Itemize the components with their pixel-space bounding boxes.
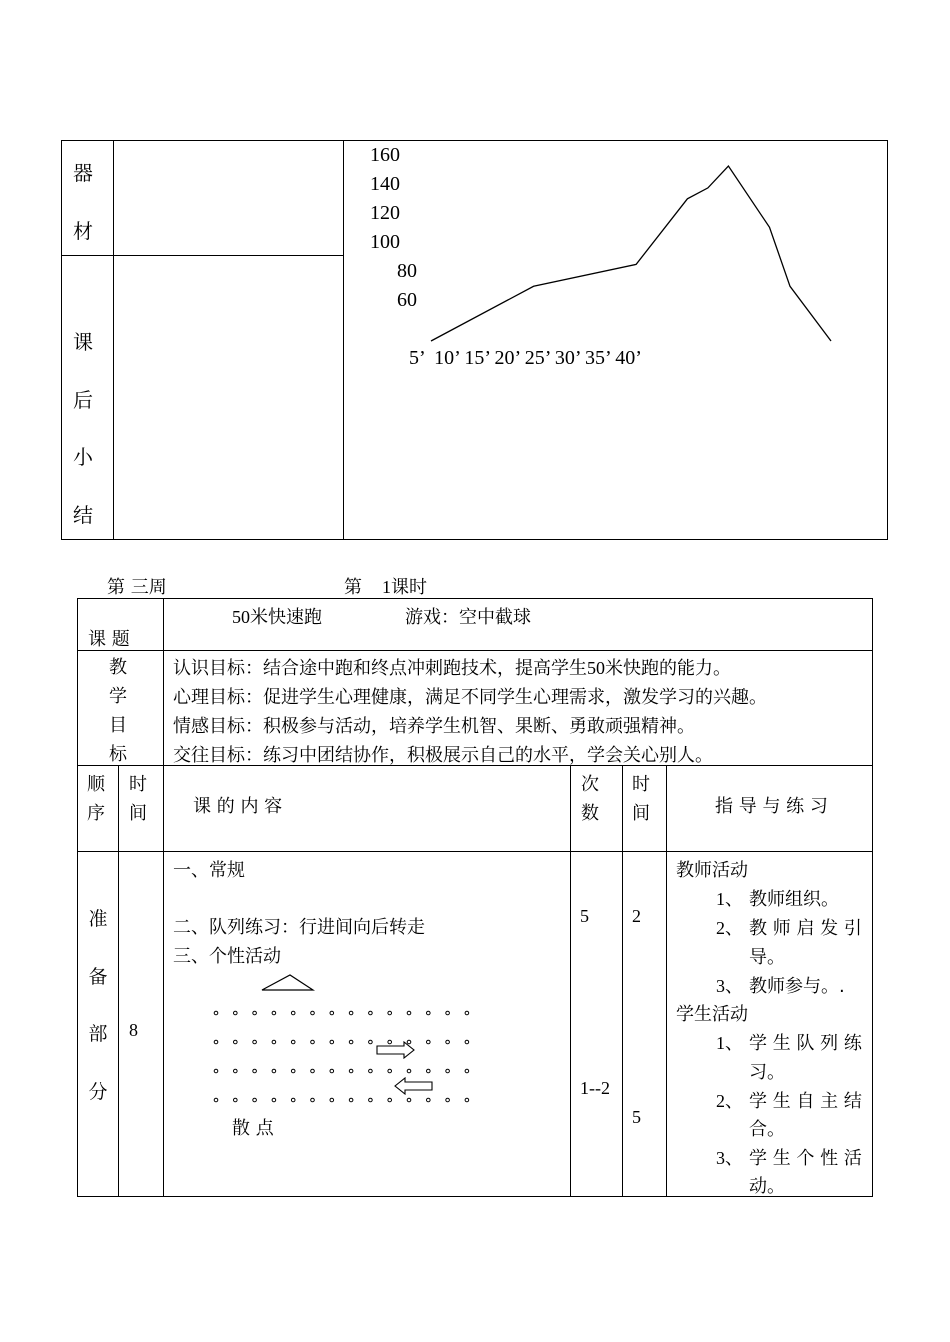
goal-cognitive [173,654,731,680]
topic-title-number: 50 [232,607,250,627]
student-dot [427,1040,431,1044]
goal-emotional: 情感目标：积极参与活动，培养学生机智、果断、勇敢顽强精神。 [173,716,695,737]
teacher-activity-title: 教师活动 [676,860,748,881]
arrow-left-icon [393,1077,433,1095]
formation-dot-row [212,1094,482,1110]
prep-section-char: 部 [88,1023,108,1045]
student-dot [291,1098,295,1102]
student-dot [369,1069,373,1073]
formation-dot-row [212,1036,482,1052]
topic-title [232,603,322,629]
student-dot [446,1069,450,1073]
student-dot [253,1069,257,1073]
equipment-label-char: 器 [73,161,93,185]
y-tick-label: 160 [370,144,400,166]
student-dot [349,1011,353,1015]
col-order-char: 顺 [87,774,105,795]
student-dot [407,1011,411,1015]
student-item-text: 合。 [749,1119,785,1140]
teacher-item-num: 2、 [716,918,743,938]
student-dot [465,1040,469,1044]
student-item-text: 学 生 自 主 结 [749,1091,862,1112]
y-tick-label: 60 [397,289,417,311]
goal-text: 米快跑的能力。 [605,658,731,679]
content-item: 一、常规 [173,860,245,881]
goals-label-char: 标 [109,744,127,765]
topic-title-text: 米快速跑 [250,607,322,628]
count-value: 1--2 [580,1078,610,1098]
lesson-suffix: 课时 [391,577,427,598]
student-dot [446,1098,450,1102]
student-item-text: 习。 [749,1062,785,1083]
student-dot [446,1040,450,1044]
student-dot [407,1098,411,1102]
student-dot [330,1040,334,1044]
student-dot [407,1069,411,1073]
student-dot [427,1011,431,1015]
student-dot [369,1040,373,1044]
table-divider [61,255,344,256]
col-count-char: 数 [581,803,599,824]
teacher-item-text: 教师组织。 [749,889,839,910]
prep-section-char: 分 [88,1081,108,1103]
arrow-right-icon [376,1041,416,1059]
student-dot [234,1069,238,1073]
col-time-char: 间 [129,803,147,824]
x-tick-labels: 5’ 10’ 15’ 20’ 25’ 30’ 35’ 40’ [409,347,642,369]
student-dot [311,1011,315,1015]
student-dot [214,1011,218,1015]
content-item: 二、队列练习：行进间向后转走 [173,917,425,938]
student-dot [446,1011,450,1015]
col-time2-char: 时 [632,774,650,795]
teacher-item-text: 教 师 启 发 引 [749,918,862,939]
col-content: 课 的 内 容 [193,796,283,817]
table-divider [666,765,667,1197]
lesson-prefix: 第 [344,577,362,598]
lesson-number: 1 [382,577,391,597]
y-tick-label: 120 [370,202,400,224]
table-divider [77,650,873,651]
goal-text: 认识目标：结合途中跑和终点冲刺跑技术，提高学生 [173,658,587,679]
time-value: 2 [632,906,641,926]
table-border-left [61,140,62,540]
student-dot [234,1098,238,1102]
student-dot [253,1011,257,1015]
equipment-label-char: 材 [73,219,93,243]
table-border-right [872,598,873,1197]
student-dot [349,1040,353,1044]
topic-game: 游戏：空中截球 [405,607,531,628]
student-item-text: 学 生 队 列 练 [749,1033,862,1054]
student-item-text: 学 生 个 性 活 [749,1148,862,1169]
goal-psychological: 心理目标：促进学生心理健康，满足不同学生心理需求，激发学习的兴趣。 [173,687,767,708]
student-dot [214,1040,218,1044]
table-border-bottom [61,539,888,540]
col-count-char: 次 [581,774,599,795]
student-dot [311,1069,315,1073]
table-divider [118,765,119,1197]
goals-label-char: 目 [109,715,127,736]
student-dot [253,1040,257,1044]
goal-number: 50 [587,658,605,678]
teacher-item-num: 3、 [716,976,743,996]
table-divider [622,765,623,1197]
y-tick-label: 100 [370,231,400,253]
student-dot [272,1098,276,1102]
student-dot [388,1069,392,1073]
student-dot [369,1011,373,1015]
table-divider [113,140,114,540]
teacher-item-text: 教师参与。. [749,976,845,997]
formation-dot-row [212,1065,482,1081]
week-label: 第 三周 [107,577,167,598]
student-dot [330,1069,334,1073]
table-border-right [887,140,888,540]
time-value: 5 [632,1107,641,1127]
student-dot [388,1098,392,1102]
student-item-num: 1、 [716,1033,743,1053]
student-dot [330,1011,334,1015]
y-tick-labels [370,144,417,311]
table-border-left [77,598,78,1197]
student-dot [234,1040,238,1044]
student-item-text: 动。 [749,1176,785,1197]
y-tick-label: 80 [397,260,417,282]
lesson-label [344,573,427,599]
student-dot [311,1098,315,1102]
goals-label-char: 学 [109,686,127,707]
student-dot [465,1069,469,1073]
student-dot [388,1011,392,1015]
student-dot [427,1098,431,1102]
goal-social: 交往目标：练习中团结协作，积极展示自己的水平，学会关心别人。 [173,745,713,766]
table-divider [77,851,873,852]
summary-label-char: 小 [73,445,93,469]
student-dot [291,1040,295,1044]
student-dot [465,1098,469,1102]
col-time-char: 时 [129,774,147,795]
student-dot [349,1098,353,1102]
col-order-char: 序 [87,803,105,824]
topic-label: 课 题 [88,629,130,650]
col-guide: 指 导 与 练 习 [715,796,828,817]
teacher-triangle-icon [255,972,325,994]
student-dot [214,1069,218,1073]
y-tick-label: 140 [370,173,400,195]
summary-label-char: 结 [73,503,93,527]
student-dot [311,1040,315,1044]
pulse-series-line [431,166,831,341]
table-divider [163,598,164,1197]
pulse-chart [344,141,887,539]
prep-section-char: 准 [88,908,108,930]
student-dot [330,1098,334,1102]
content-item: 三、个性活动 [173,946,281,967]
student-dot [214,1098,218,1102]
teacher-item-text: 导。 [749,947,785,968]
student-item-num: 3、 [716,1148,743,1168]
formation-label: 散 点 [232,1118,274,1139]
student-dot [349,1069,353,1073]
count-value: 5 [580,906,589,926]
teacher-item-num: 1、 [716,889,743,909]
student-dot [272,1040,276,1044]
summary-label-char: 课 [73,330,93,354]
student-dot [427,1069,431,1073]
goals-label-char: 教 [109,657,127,678]
formation-dot-row [212,1007,482,1023]
student-dot [465,1011,469,1015]
student-dot [291,1011,295,1015]
student-dot [291,1069,295,1073]
student-dot [272,1011,276,1015]
student-activity-title: 学生活动 [676,1004,748,1025]
summary-label-char: 后 [73,388,93,412]
student-dot [272,1069,276,1073]
student-item-num: 2、 [716,1091,743,1111]
col-time2-char: 间 [632,803,650,824]
table-border-top [77,598,873,599]
student-dot [369,1098,373,1102]
student-dot [253,1098,257,1102]
student-dot [234,1011,238,1015]
prep-time: 8 [129,1020,138,1040]
table-divider [570,765,571,1197]
prep-section-char: 备 [88,966,108,988]
